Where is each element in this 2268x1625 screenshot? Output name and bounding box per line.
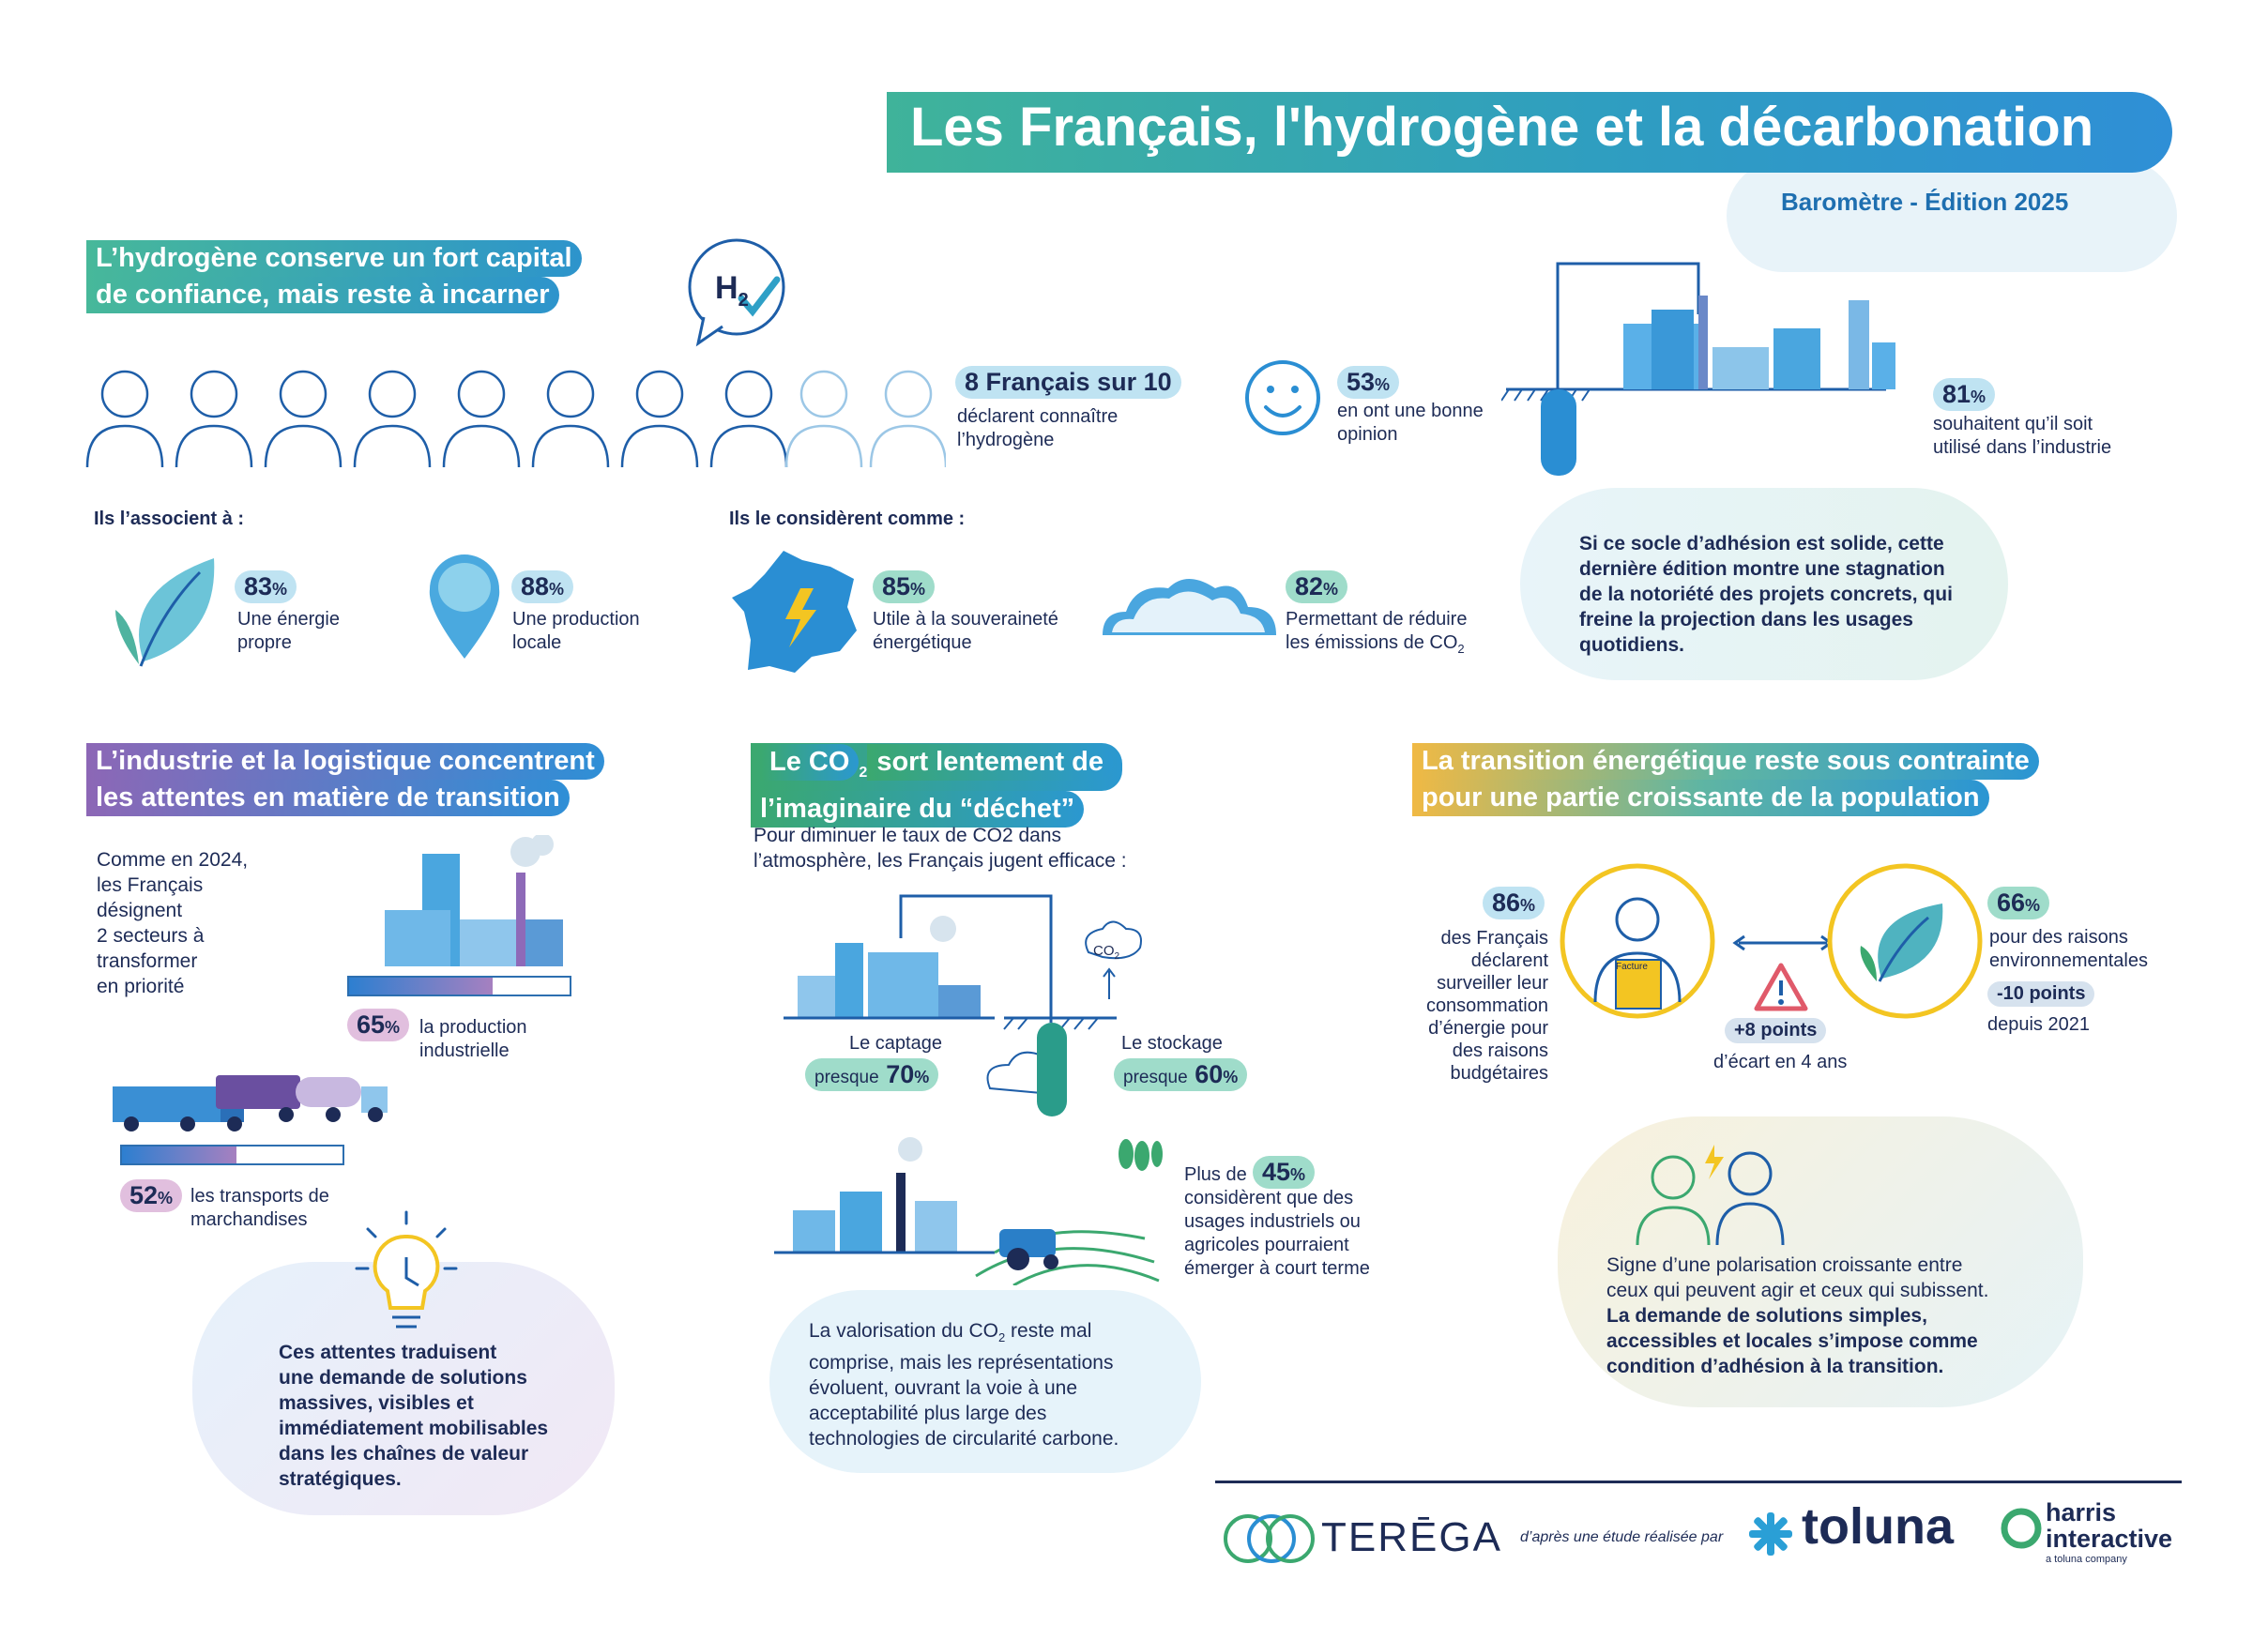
harris-logo-text: harris interactive a toluna company xyxy=(2046,1498,2173,1565)
stat-industrial-value: 65% xyxy=(347,1009,409,1041)
section3-intro: Pour diminuer le taux de CO2 dans l’atmosphère, les Français jugent efficace : xyxy=(753,825,1127,872)
environment-leaf-circle-icon xyxy=(1825,861,1985,1021)
stat-opinion-text: en ont une bonne opinion xyxy=(1337,401,1484,445)
terega-logo-icon xyxy=(1215,1506,1318,1572)
study-credit: d’après une étude réalisée par xyxy=(1520,1529,1724,1545)
stat-transport-value: 52% xyxy=(120,1179,182,1212)
section1-heading: L’hydrogène conserve un fort capital de confiance, mais reste à incarner xyxy=(86,240,582,313)
section2-heading: L’industrie et la logistique concentrent les attentes en matière de transition xyxy=(86,743,604,816)
stat-budget-text: des Français déclarent surveiller leur consommation d’énergie pour des raisons budgétaires xyxy=(1425,928,1548,1084)
harris-logo-icon xyxy=(1999,1506,2044,1551)
smiley-icon xyxy=(1243,358,1323,438)
page-subtitle: Baromètre - Édition 2025 xyxy=(1781,188,2069,216)
stat-industry-text: souhaitent qu’il soit utilisé dans l’industrie xyxy=(1933,414,2112,458)
page-title: Les Français, l'hydrogène et la décarbonation xyxy=(910,97,2094,158)
h2-bubble-icon: $H_2$ xyxy=(685,233,798,355)
section4-note: Signe d’une polarisation croissante entre ceux qui peuvent agir et ceux qui subissent. La demande de solutions simples, accessibles et locales s’impose comme condition d’adhésion à la transition. xyxy=(1606,1254,1989,1377)
transport-bar xyxy=(120,1145,344,1165)
people-row-illustration xyxy=(83,357,946,469)
stat-clean-text: Une énergie propre xyxy=(237,609,340,653)
consider-label: Ils le considèrent comme : xyxy=(729,509,966,529)
industrial-bar xyxy=(347,976,571,996)
footer-divider xyxy=(1215,1481,2182,1483)
section1-note: Si ce socle d’adhésion est solide, cette dernière édition montre une stagnation de la notoriété des projets concrets, qui freine la projection dans les usages quotidiens. xyxy=(1579,533,1953,656)
two-people-illustration xyxy=(1628,1140,1797,1248)
industrial-bar-fill xyxy=(349,978,493,995)
trucks-illustration xyxy=(108,1070,394,1135)
section2-note: Ces attentes traduisent une demande de solutions massives, visibles et immédiatement mobilisables dans les chaînes de valeur stratégiques. xyxy=(279,1342,549,1490)
factory-illustration xyxy=(375,835,563,971)
stat-sovereignty-value: 85% xyxy=(873,570,935,603)
stat-env-text: pour des raisons environnementales xyxy=(1989,927,2148,971)
stat-transport-text: les transports de marchandises xyxy=(190,1186,329,1230)
transport-bar-fill xyxy=(122,1147,236,1163)
location-pin-icon xyxy=(427,554,502,661)
double-arrow-icon xyxy=(1731,934,1834,952)
stat-env-value: 66% xyxy=(1987,887,2049,919)
stat-emissions-value: 82% xyxy=(1286,570,1347,603)
france-map-icon xyxy=(727,546,863,677)
lightbulb-icon xyxy=(355,1210,458,1337)
section3-note: La valorisation du $CO_2$ reste mal comprise, mais les représentations évoluent, ouvrant la voie à une acceptabilité plus large des technologies de circularité carbone. xyxy=(809,1320,1119,1450)
stat-know-text: déclarent connaître l’hydrogène xyxy=(957,406,1119,450)
budget-person-circle-icon xyxy=(1558,861,1717,1021)
terega-logo-text: TERĒGA xyxy=(1321,1514,1502,1560)
section2-intro: Comme en 2024, les Français désignent 2 secteurs à transformer en priorité xyxy=(97,849,249,997)
storage-value: presque 60% xyxy=(1114,1058,1247,1091)
section3-heading: Le CO $_2$sort lentement de l’imaginaire du “déchet” xyxy=(751,743,1122,828)
stat-industry-value: 81% xyxy=(1933,378,1995,411)
stat-uses-text: considèrent que des usages industriels ou agricoles pourraient émerger à court terme xyxy=(1184,1188,1370,1279)
stat-emissions-text: Permettant de réduire les émissions de $CO_2$ xyxy=(1286,609,1468,656)
associate-label: Ils l’associent à : xyxy=(94,509,245,529)
env-change-value: -10 points xyxy=(1987,981,2094,1007)
storage-label: Le stockage xyxy=(1121,1033,1223,1054)
stat-know-value: 8 Français sur 10 xyxy=(955,366,1181,399)
toluna-logo-icon xyxy=(1747,1511,1794,1557)
gap-text: d’écart en 4 ans xyxy=(1713,1052,1848,1072)
stat-uses-prefix: Plus de xyxy=(1184,1164,1247,1185)
stat-budget-value: 86% xyxy=(1483,887,1545,919)
stat-opinion-value: 53% xyxy=(1337,366,1399,399)
warning-icon xyxy=(1753,962,1809,1013)
stat-local-value: 88% xyxy=(511,570,573,603)
cloud-icon xyxy=(1098,574,1281,640)
stat-industrial-text: la production industrielle xyxy=(419,1017,527,1061)
capture-value: presque 70% xyxy=(805,1058,938,1091)
capture-label: Le captage xyxy=(849,1033,942,1054)
co2-bubble-label: $CO_2$ xyxy=(1093,943,1120,962)
agriculture-industry-illustration xyxy=(769,1135,1164,1285)
industry-hydrogen-tank-illustration xyxy=(1501,258,1895,483)
leaf-icon xyxy=(111,554,219,671)
gap-value: +8 points xyxy=(1725,1018,1826,1043)
section4-heading: La transition énergétique reste sous contrainte pour une partie croissante de la population xyxy=(1412,743,2039,816)
stat-clean-value: 83% xyxy=(235,570,297,603)
toluna-logo-text: toluna xyxy=(1802,1498,1954,1555)
stat-uses-value: 45% xyxy=(1253,1156,1315,1189)
h2-label: H xyxy=(715,270,738,306)
stat-sovereignty-text: Utile à la souveraineté énergétique xyxy=(873,609,1058,653)
env-change-text: depuis 2021 xyxy=(1987,1014,2090,1035)
stat-local-text: Une production locale xyxy=(512,609,640,653)
invoice-label: Facture xyxy=(1616,962,1648,972)
